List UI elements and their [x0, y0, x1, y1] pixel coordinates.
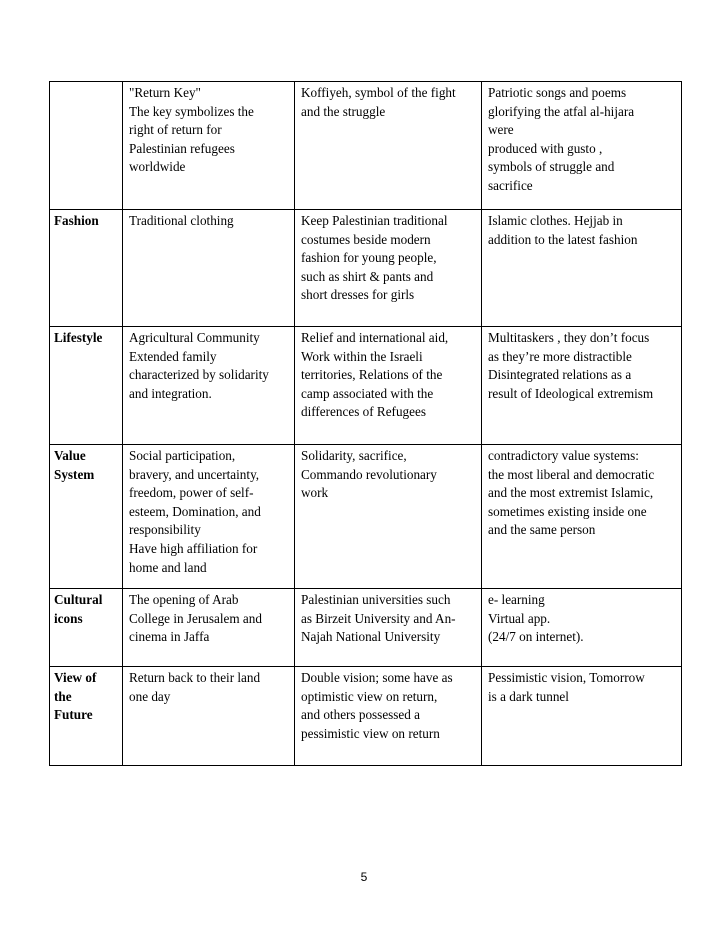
cell-text-line: addition to the latest fashion [488, 231, 638, 247]
cell-text-line: camp associated with the [301, 385, 434, 401]
cell-text-line: e- learning [488, 592, 545, 607]
generation-3-cell [482, 82, 682, 210]
cell-text-line: cinema in Jaffa [129, 629, 210, 645]
cell-text-line: work [301, 485, 329, 501]
cell-text-line: and others possessed a [301, 707, 421, 723]
row-header-line: System [54, 466, 95, 482]
cell-text-line: such as shirt & pants and [301, 268, 434, 284]
generation-1-cell [123, 667, 295, 766]
cell-text-line: as they’re more distractible [488, 348, 632, 364]
cell-text-line: contradictory value systems: [488, 448, 639, 463]
cell-text-line: "Return Key" [129, 85, 201, 100]
generation-2-cell [295, 210, 482, 327]
cell-text-line: The opening of Arab [129, 592, 239, 607]
generation-3-cell [482, 667, 682, 766]
row-header-line: View of [54, 670, 97, 685]
generation-3-cell [482, 327, 682, 445]
cell-text-line: territories, Relations of the [301, 367, 443, 383]
generation-3-cell [482, 589, 682, 667]
generation-1-cell [123, 589, 295, 667]
generation-1-cell [123, 210, 295, 327]
generation-1-cell [123, 82, 295, 210]
row-header-line: icons [54, 610, 83, 626]
row-header [50, 210, 123, 327]
cell-text-line: Islamic clothes. Hejjab in [488, 213, 623, 228]
cell-text-line: Disintegrated relations as a [488, 367, 632, 383]
cell-text-line: responsibility [129, 522, 201, 538]
cell-text-line: right of return for [129, 122, 222, 138]
row-header [50, 445, 123, 589]
cell-text-line: pessimistic view on return [301, 725, 440, 741]
cell-text-line: Koffiyeh, symbol of the fight [301, 85, 456, 100]
cell-text-line: Multitaskers , they don’t focus [488, 330, 650, 345]
row-header [50, 327, 123, 445]
cell-text-line: bravery, and uncertainty, [129, 466, 260, 482]
cell-text-line: Virtual app. [488, 610, 551, 626]
generation-3-cell [482, 210, 682, 327]
cell-text-line: optimistic view on return, [301, 688, 438, 704]
page-number: 5 [360, 870, 368, 884]
cell-text-line: esteem, Domination, and [129, 503, 261, 519]
cell-text-line: Solidarity, sacrifice, [301, 448, 407, 463]
row-header-line: the [54, 688, 72, 704]
cell-text-line: produced with gusto , [488, 140, 603, 156]
row-header-line: Fashion [54, 213, 99, 228]
cell-text-line: Extended family [129, 348, 217, 364]
cell-text-line: College in Jerusalem and [129, 610, 262, 626]
cell-text-line: sacrifice [488, 177, 533, 193]
table-row [50, 82, 682, 210]
generation-2-cell [295, 667, 482, 766]
cell-text-line: Najah National University [301, 629, 441, 645]
generation-2-cell [295, 82, 482, 210]
cell-text-line: symbols of struggle and [488, 159, 615, 175]
cell-text-line: Patriotic songs and poems [488, 85, 627, 100]
cell-text-line: Relief and international aid, [301, 330, 449, 345]
generation-2-cell [295, 327, 482, 445]
cell-text-line: Social participation, [129, 448, 236, 463]
cell-text-line: were [488, 122, 514, 138]
cell-text-line: costumes beside modern [301, 231, 431, 247]
cell-text-line: short dresses for girls [301, 287, 415, 303]
cell-text-line: Palestinian universities such [301, 592, 451, 607]
table-row [50, 445, 682, 589]
cell-text-line: Agricultural Community [129, 330, 260, 345]
cell-text-line: fashion for young people, [301, 250, 437, 266]
cell-text-line: differences of Refugees [301, 404, 426, 420]
generation-3-cell [482, 445, 682, 589]
cell-text-line: Traditional clothing [129, 213, 234, 228]
cell-text-line: home and land [129, 559, 207, 575]
cell-text-line: Have high affiliation for [129, 540, 258, 556]
cell-text-line: freedom, power of self- [129, 485, 254, 501]
cell-text-line: Commando revolutionary [301, 466, 437, 482]
cell-text-line: sometimes existing inside one [488, 503, 647, 519]
cell-text-line: Palestinian refugees [129, 140, 235, 156]
cell-text-line: The key symbolizes the [129, 103, 254, 119]
cell-text-line: the most liberal and democratic [488, 466, 655, 482]
row-header-line: Future [54, 707, 93, 723]
cell-text-line: Pessimistic vision, Tomorrow [488, 670, 645, 685]
cell-text-line: and integration. [129, 385, 212, 401]
cell-text-line: and the same person [488, 522, 596, 538]
table-row [50, 667, 682, 766]
cell-text-line: and the struggle [301, 103, 386, 119]
cell-text-line: worldwide [129, 159, 186, 175]
row-header [50, 667, 123, 766]
generation-2-cell [295, 589, 482, 667]
cell-text-line: Work within the Israeli [301, 348, 423, 364]
generation-1-cell [123, 445, 295, 589]
row-header [50, 589, 123, 667]
cell-text-line: result of Ideological extremism [488, 385, 654, 401]
row-header-line: Cultural [54, 592, 103, 607]
cell-text-line: and the most extremist Islamic, [488, 485, 654, 501]
cell-text-line: Return back to their land [129, 670, 261, 685]
generation-1-cell [123, 327, 295, 445]
cell-text-line: Keep Palestinian traditional [301, 213, 448, 228]
cell-text-line: glorifying the atfal al-hijara [488, 103, 635, 119]
cell-text-line: as Birzeit University and An- [301, 610, 456, 626]
row-header [50, 82, 123, 210]
cell-text-line: one day [129, 688, 171, 704]
comparison-table [49, 81, 682, 766]
cell-text-line: is a dark tunnel [488, 688, 569, 704]
cell-text-line: (24/7 on internet). [488, 629, 584, 645]
table-row [50, 327, 682, 445]
table-row [50, 589, 682, 667]
cell-text-line: Double vision; some have as [301, 670, 453, 685]
row-header-line: Lifestyle [54, 330, 103, 345]
row-header-line: Value [54, 448, 86, 463]
generation-2-cell [295, 445, 482, 589]
cell-text-line: characterized by solidarity [129, 367, 269, 383]
table-row [50, 210, 682, 327]
